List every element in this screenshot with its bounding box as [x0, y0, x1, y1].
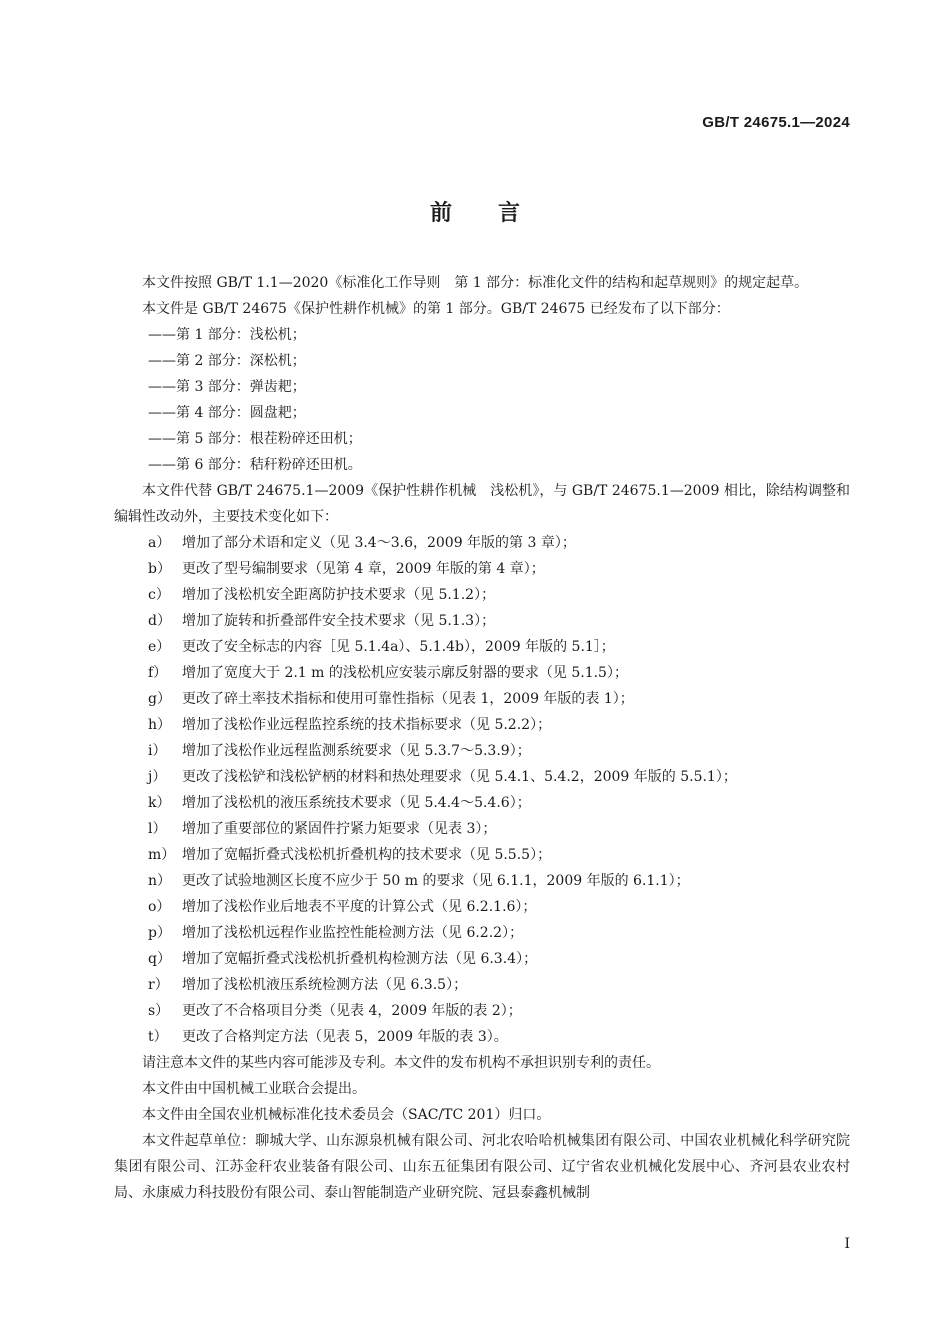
item-text: 更改了型号编制要求（见第 4 章，2009 年版的第 4 章）； — [182, 561, 545, 577]
item-marker: f） — [148, 665, 168, 681]
item-marker: r） — [148, 977, 169, 993]
item-marker: k） — [148, 795, 171, 811]
item-text: 增加了浅松机液压系统检测方法（见 6.3.5）； — [182, 977, 468, 993]
change-item — [114, 556, 850, 582]
item-text: 增加了部分术语和定义（见 3.4～3.6，2009 年版的第 3 章）； — [182, 535, 576, 551]
item-text: 增加了重要部位的紧固件拧紧力矩要求（见表 3）； — [182, 821, 497, 837]
change-item — [114, 712, 850, 738]
item-marker: b） — [148, 561, 171, 577]
list-item: ——第 4 部分：圆盘耙； — [148, 405, 306, 421]
change-item — [114, 582, 850, 608]
item-marker: q） — [148, 951, 171, 967]
change-item — [114, 842, 850, 868]
item-text: 更改了碎土率技术指标和使用可靠性指标（见表 1，2009 年版的表 1）； — [182, 691, 634, 707]
item-text: 增加了浅松机安全距离防护技术要求（见 5.1.2）； — [182, 587, 496, 603]
item-marker: h） — [148, 717, 172, 733]
item-text: 增加了旋转和折叠部件安全技术要求（见 5.1.3）； — [182, 613, 496, 629]
document-body — [114, 270, 850, 1206]
change-item — [114, 1024, 850, 1050]
patent-notice: 请注意本文件的某些内容可能涉及专利。本文件的发布机构不承担识别专利的责任。 — [142, 1055, 660, 1071]
item-marker: s） — [148, 1003, 170, 1019]
list-item: ——第 1 部分：浅松机； — [148, 327, 306, 343]
item-marker: i） — [148, 743, 167, 759]
change-item — [114, 972, 850, 998]
change-item — [114, 946, 850, 972]
replacement-paragraph: 本文件代替 GB/T 24675.1—2009《保护性耕作机械 浅松机》，与 GB/T 24675.1—2009 相比，除结构调整和编辑性改动外，主要技术变化如下： — [114, 483, 850, 525]
item-text: 更改了合格判定方法（见表 5，2009 年版的表 3）。 — [182, 1029, 508, 1045]
change-item — [114, 634, 850, 660]
list-item: ——第 6 部分：秸秆粉碎还田机。 — [148, 457, 362, 473]
intro-paragraph: 本文件按照 GB/T 1.1—2020《标准化工作导则 第 1 部分：标准化文件的结构和起草规则》的规定起草。 — [142, 275, 809, 291]
change-item — [114, 816, 850, 842]
drafting-units: 本文件起草单位：聊城大学、山东源泉机械有限公司、河北农哈哈机械集团有限公司、中国农业机械化科学研究院集团有限公司、江苏金秆农业装备有限公司、山东五征集团有限公司、辽宁省农业机械化发展中心、齐河县农业农村局、永康威力科技股份有限公司、泰山智能制造产业研究院、冠县泰鑫机械制 — [114, 1133, 850, 1201]
document-number: GB/T 24675.1—2024 — [702, 114, 850, 131]
item-text: 更改了浅松铲和浅松铲柄的材料和热处理要求（见 5.4.1、5.4.2，2009 年版的 5.5.1）； — [182, 769, 737, 785]
series-paragraph: 本文件是 GB/T 24675《保护性耕作机械》的第 1 部分。GB/T 24675 已经发布了以下部分： — [142, 301, 730, 317]
change-item — [114, 920, 850, 946]
change-item — [114, 738, 850, 764]
item-marker: g） — [148, 691, 171, 707]
proposed-by: 本文件由中国机械工业联合会提出。 — [142, 1081, 366, 1097]
item-text: 增加了浅松作业远程监测系统要求（见 5.3.7～5.3.9）； — [182, 743, 531, 759]
item-marker: e） — [148, 639, 171, 655]
page-number: I — [844, 1236, 850, 1252]
change-item — [114, 998, 850, 1024]
change-item — [114, 686, 850, 712]
item-marker: o） — [148, 899, 171, 915]
list-item: ——第 3 部分：弹齿耙； — [148, 379, 306, 395]
changes-list — [114, 530, 850, 1050]
item-text: 增加了浅松作业远程监控系统的技术指标要求（见 5.2.2）； — [182, 717, 552, 733]
item-text: 更改了不合格项目分类（见表 4，2009 年版的表 2）； — [182, 1003, 522, 1019]
change-item — [114, 868, 850, 894]
item-text: 增加了宽度大于 2.1 m 的浅松机应安装示廓反射器的要求（见 5.1.5）； — [182, 665, 628, 681]
item-marker: j） — [148, 769, 167, 785]
item-text: 增加了浅松机的液压系统技术要求（见 5.4.4～5.4.6）； — [182, 795, 531, 811]
change-item — [114, 608, 850, 634]
change-item — [114, 790, 850, 816]
item-text: 更改了试验地测区长度不应少于 50 m 的要求（见 6.1.1，2009 年版的 6.1.1）； — [182, 873, 690, 889]
page-title: 前言 — [429, 200, 566, 226]
item-text: 增加了宽幅折叠式浅松机折叠机构的技术要求（见 5.5.5）； — [182, 847, 552, 863]
list-item: ——第 5 部分：根茬粉碎还田机； — [148, 431, 362, 447]
item-marker: c） — [148, 587, 170, 603]
item-marker: n） — [148, 873, 172, 889]
item-marker: l） — [148, 821, 167, 837]
change-item — [114, 764, 850, 790]
item-marker: a） — [148, 535, 171, 551]
change-item — [114, 660, 850, 686]
parts-list — [114, 322, 850, 478]
item-marker: m） — [148, 847, 176, 863]
managed-by: 本文件由全国农业机械标准化技术委员会（SAC/TC 201）归口。 — [142, 1107, 551, 1123]
item-marker: t） — [148, 1029, 168, 1045]
item-marker: p） — [148, 925, 171, 941]
change-item — [114, 894, 850, 920]
item-marker: d） — [148, 613, 171, 629]
change-item — [114, 530, 850, 556]
item-text: 更改了安全标志的内容［见 5.1.4a）、5.1.4b），2009 年版的 5.1］； — [182, 639, 615, 655]
list-item: ——第 2 部分：深松机； — [148, 353, 306, 369]
item-text: 增加了浅松作业后地表不平度的计算公式（见 6.2.1.6）； — [182, 899, 537, 915]
item-text: 增加了宽幅折叠式浅松机折叠机构检测方法（见 6.3.4）； — [182, 951, 538, 967]
item-text: 增加了浅松机远程作业监控性能检测方法（见 6.2.2）； — [182, 925, 524, 941]
